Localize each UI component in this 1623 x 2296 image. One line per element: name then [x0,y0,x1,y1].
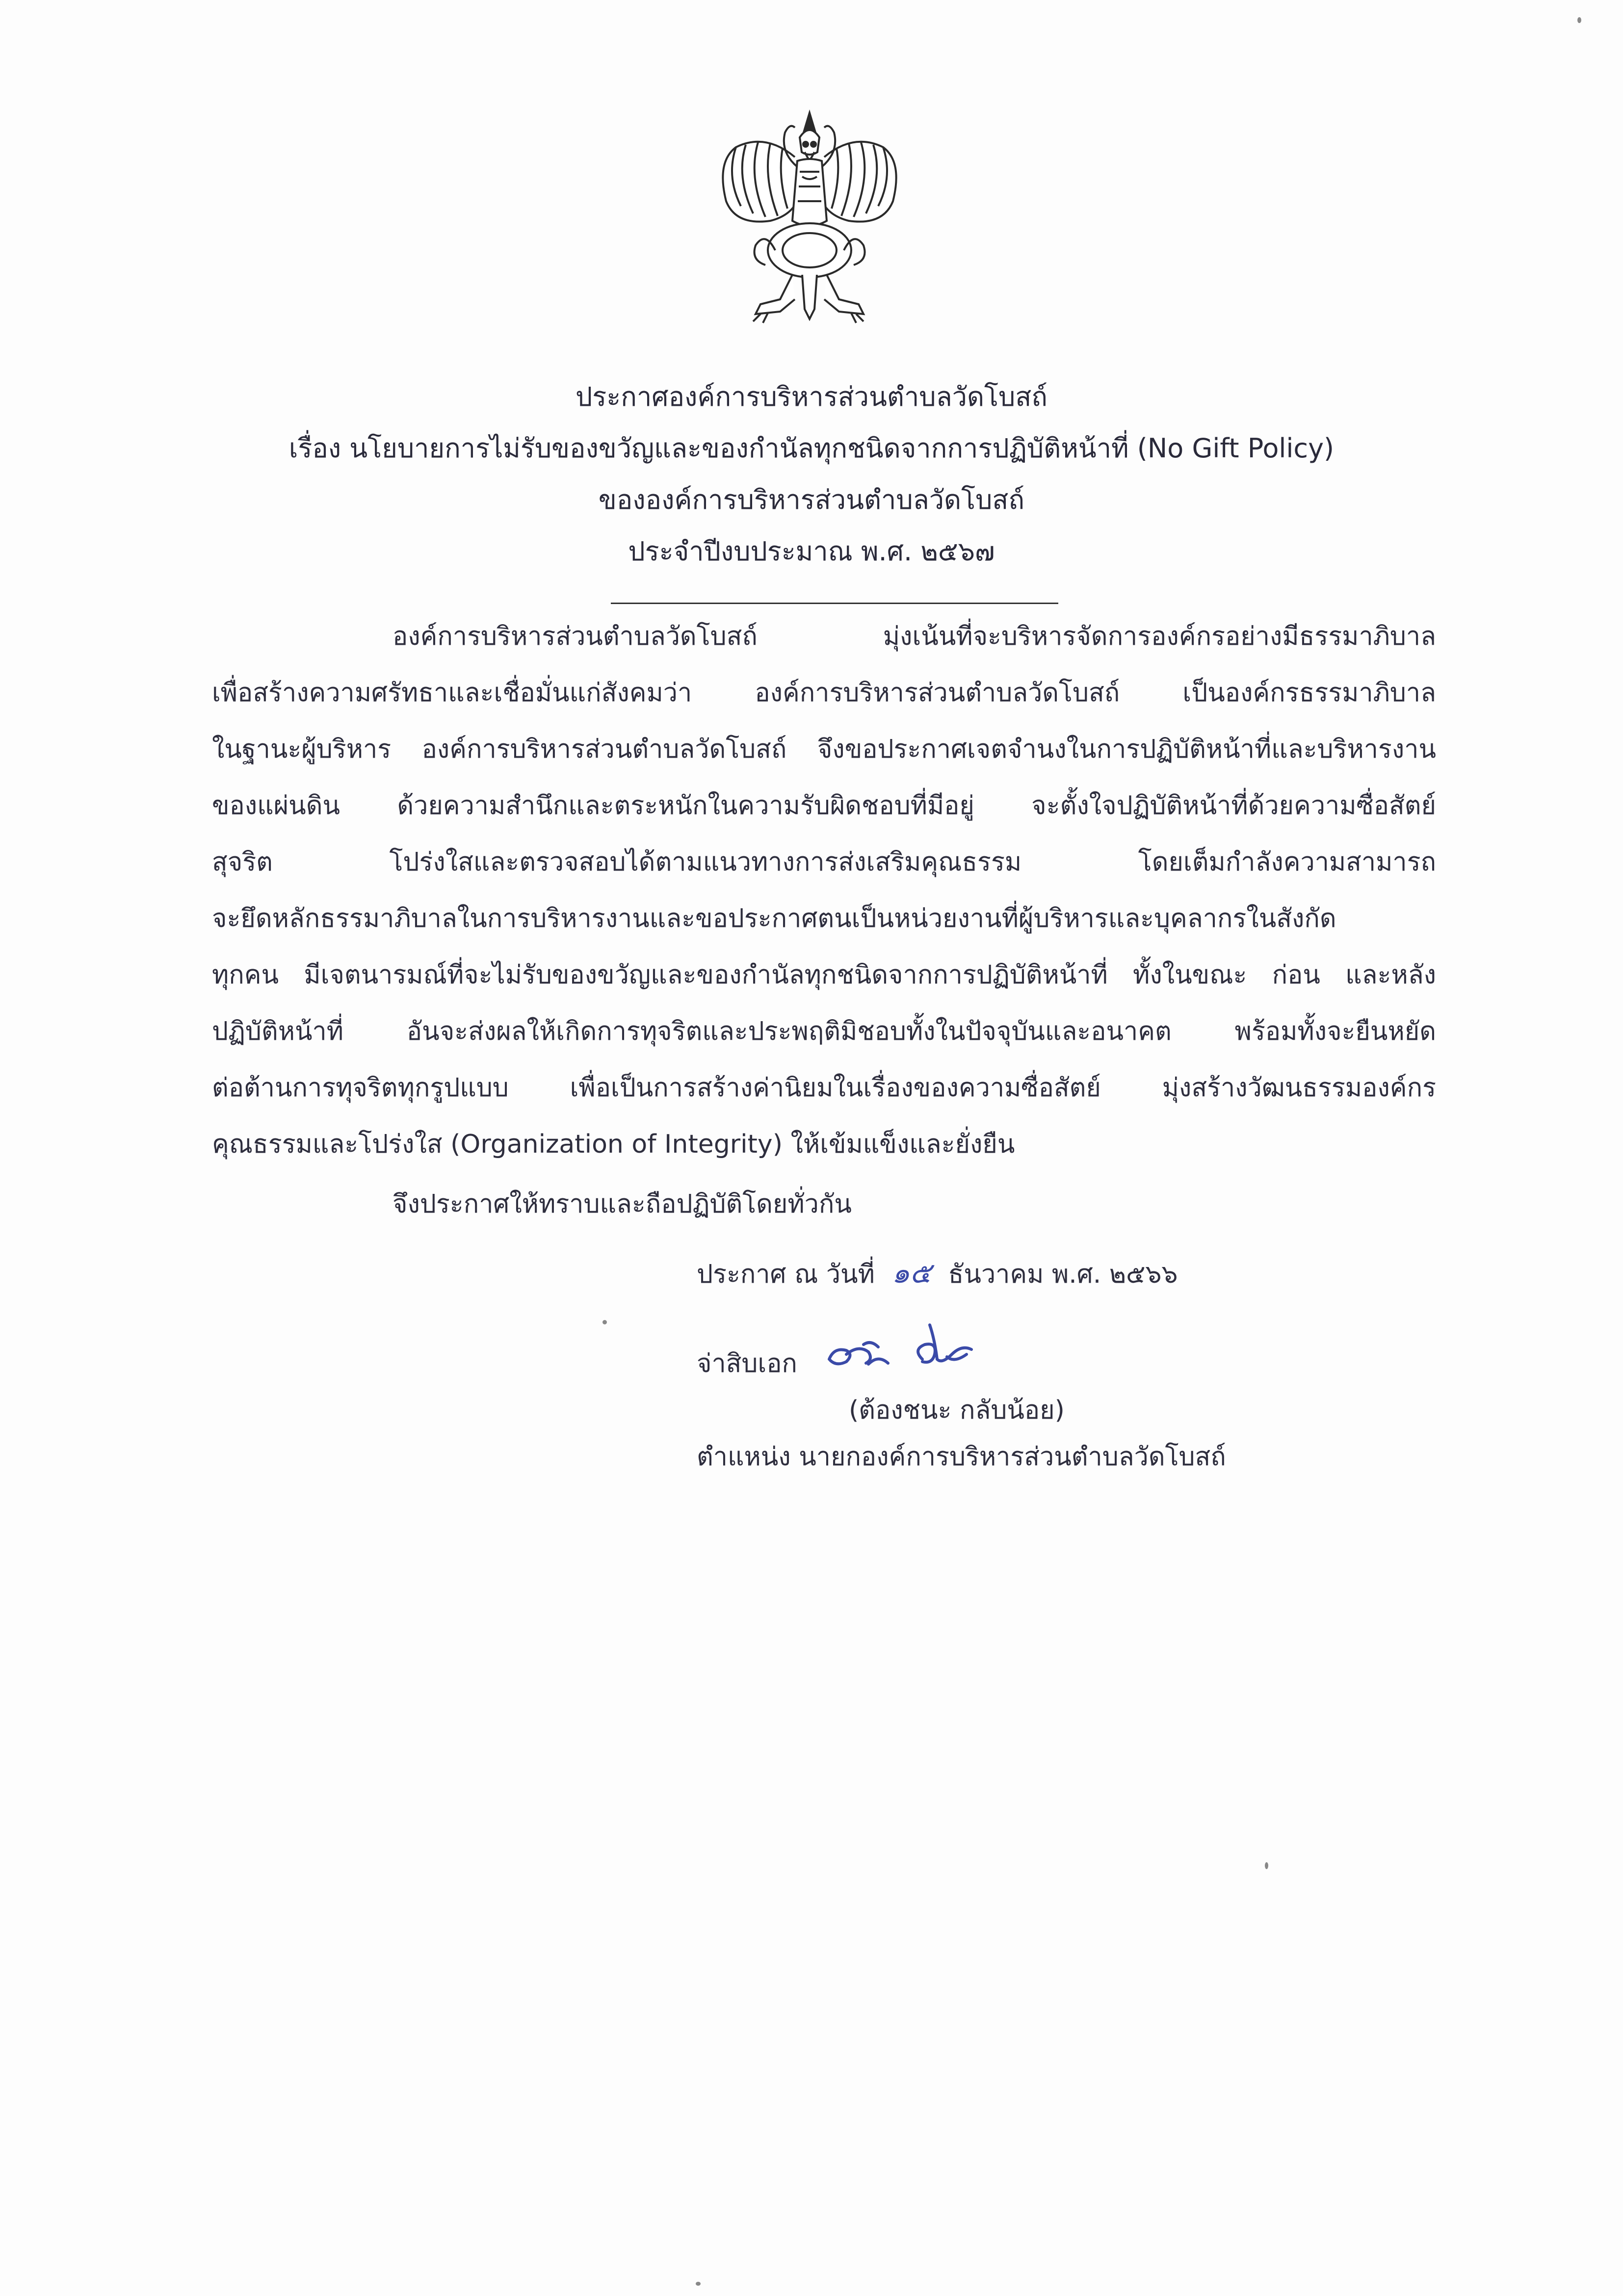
fiscal-year-line [147,535,1476,568]
subject-line [147,432,1476,465]
scan-speck [602,1320,607,1324]
announcement-date [697,1256,1178,1291]
date-prefix: ประกาศ ณ วันที่ [697,1260,875,1289]
header-line-4: ประจำปีงบประมาณ พ.ศ. ๒๕๖๗ [628,536,995,567]
date-suffix: ธันวาคม พ.ศ. ๒๕๖๖ [948,1260,1178,1289]
organization-line [147,483,1476,517]
header-line-3: ขององค์การบริหารส่วนตำบลวัดโบสถ์ [598,484,1025,515]
announcement-title [147,380,1476,414]
handwritten-signature-icon [824,1305,1030,1389]
body-line: ต่อต้านการทุจริตทุกรูปแบบ เพื่อเป็นการสร้างค่านิยมในเรื่องของความซื่อสัตย์ มุ่งสร้างวัฒนธรรมองค์กร [212,1073,1436,1103]
header-divider [611,603,1058,604]
body-line: ของแผ่นดิน ด้วยความสำนึกและตระหนักในความรับผิดชอบที่มีอยู่ จะตั้งใจปฏิบัติหน้าที่ด้วยความซื่อสัตย์ [212,791,1436,820]
header-line-1: ประกาศองค์การบริหารส่วนตำบลวัดโบสถ์ [575,381,1047,412]
garuda-emblem-icon [707,103,913,334]
body-line-last: คุณธรรมและโปร่งใส (Organization of Integrity) ให้เข้มแข็งและยั่งยืน [212,1130,1015,1159]
closing-line: จึงประกาศให้ทราบและถือปฏิบัติโดยทั่วกัน [393,1189,852,1219]
body-line: ในฐานะผู้บริหาร องค์การบริหารส่วนตำบลวัดโบสถ์ จึงขอประกาศเจตจำนงในการปฏิบัติหน้าที่และบริหารงาน [212,735,1436,764]
date-day: ๑๕ [891,1256,932,1290]
body-line: ทุกคน มีเจตนารมณ์ที่จะไม่รับของขวัญและของกำนัลทุกชนิดจากการปฏิบัติหน้าที่ ทั้งในขณะ ก่อน และหลัง [212,960,1436,990]
body-line: ปฏิบัติหน้าที่ อันจะส่งผลให้เกิดการทุจริตและประพฤติมิชอบทั้งในปัจจุบันและอนาคต พร้อมทั้งจะยืนหยัด [212,1017,1436,1046]
scan-speck [1577,17,1581,23]
signatory-name: (ต้องชนะ กลับน้อย) [849,1396,1065,1425]
scan-speck [1265,1862,1268,1869]
signatory-position: ตำแหน่ง นายกองค์การบริหารส่วนตำบลวัดโบสถ์ [697,1442,1226,1472]
body-line: สุจริต โปร่งใสและตรวจสอบได้ตามแนวทางการส่งเสริมคุณธรรม โดยเต็มกำลังความสามารถ [212,847,1436,877]
signatory-rank: จ่าสิบเอก [697,1349,797,1378]
body-line: เพื่อสร้างความศรัทธาและเชื่อมั่นแก่สังคมว่า องค์การบริหารส่วนตำบลวัดโบสถ์ เป็นองค์กรธรรมาภิบาล [212,678,1436,708]
body-line: องค์การบริหารส่วนตำบลวัดโบสถ์ มุ่งเน้นที่จะบริหารจัดการองค์กรอย่างมีธรรมาภิบาล [393,622,1436,651]
scan-speck [696,2282,701,2286]
body-line: จะยึดหลักธรรมาภิบาลในการบริหารงานและขอประกาศตนเป็นหน่วยงานที่ผู้บริหารและบุคลากรในสังกัด [212,904,1336,933]
header-line-2: เรื่อง นโยบายการไม่รับของขวัญและของกำนัลทุกชนิดจากการปฏิบัติหน้าที่ (No Gift Policy) [288,433,1335,464]
